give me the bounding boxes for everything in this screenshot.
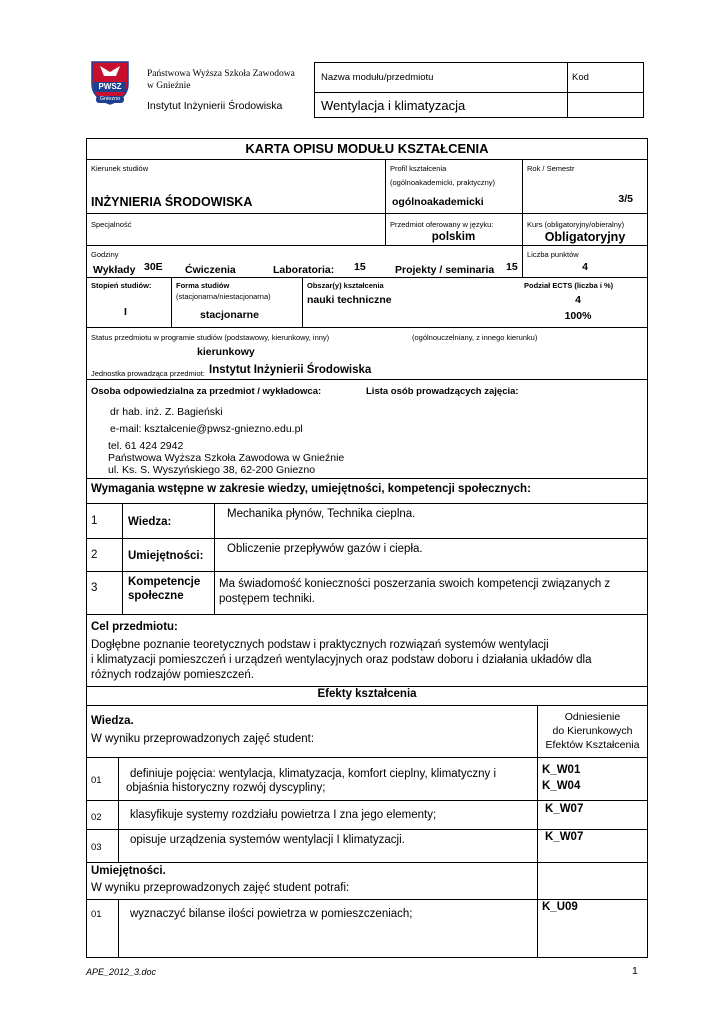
- knowledge-3-text: opisuje urządzenia systemów wentylacji I klimatyzacji.: [130, 834, 405, 846]
- prereq-3-text-line-1: Ma świadomość konieczności poszerzania swoich kompetencji związanych z: [219, 578, 611, 590]
- skills-1-num: 01: [91, 909, 102, 920]
- goal-line-3: różnych rodzajów pomieszczeń.: [91, 669, 254, 681]
- prereq-3-text-line-2: postępem techniki.: [219, 593, 315, 605]
- profile-label-1: Profil kształcenia: [390, 164, 447, 173]
- knowledge-1-text: [126, 767, 496, 795]
- logo: [86, 58, 134, 106]
- exercises-label: Ćwiczenia: [185, 264, 236, 276]
- form-label-1: Forma studiów: [176, 281, 230, 290]
- profile-label-2: (ogólnoakademicki, praktyczny): [390, 178, 496, 187]
- university-line-1: Państwowa Wyższa Szkoła Zawodowa: [147, 69, 295, 79]
- prereq-3-label: [128, 575, 200, 603]
- contact-address: ul. Ks. S. Wyszyńskiego 38, 62-200 Gniezno: [108, 464, 316, 476]
- knowledge-3-num: 03: [91, 842, 102, 853]
- language-value: polskim: [431, 231, 476, 243]
- contact-name: dr hab. inż. Z. Bagieński: [110, 406, 223, 418]
- hours-label: Godziny: [91, 250, 119, 259]
- form-label-2: (stacjonarna/niestacjonarna): [176, 292, 271, 301]
- knowledge-intro: W wyniku przeprowadzonych zajęć student:: [91, 733, 315, 745]
- goal-text: [91, 638, 592, 683]
- institute-name: Instytut Inżynierii Środowiska: [147, 100, 283, 112]
- knowledge-1-ref-2: K_W04: [542, 780, 581, 792]
- logo-subtext: Gniezno: [99, 96, 121, 102]
- prereq-1-num: 1: [91, 515, 98, 527]
- unit-label: Jednostka prowadząca przedmiot:: [91, 369, 205, 378]
- goal-title: Cel przedmiotu:: [91, 621, 178, 633]
- year-value: 3/5: [618, 193, 633, 205]
- skills-1-text: wyznaczyć bilanse ilości powietrza w pomieszczeniach;: [130, 908, 413, 920]
- lab-value: 15: [354, 261, 366, 273]
- ects-count-label: Liczba punktów: [527, 250, 579, 259]
- prereq-2-num: 2: [91, 549, 98, 561]
- ects-points: 4: [582, 261, 588, 273]
- goal-line-1: Dogłębne poznanie teoretycznych podstaw i praktycznych rozwiązań systemów wentylacji: [91, 639, 549, 651]
- specialty-label: Specjalność: [91, 220, 132, 229]
- area-value: nauki techniczne: [307, 294, 392, 306]
- module-name-label: Nazwa modułu/przedmiotu: [321, 72, 434, 83]
- knowledge-1-line-1: definiuje pojęcia: wentylacja, klimatyzacja, komfort cieplny, klimatyczny i: [130, 768, 497, 780]
- footer-page: 1: [632, 965, 638, 977]
- knowledge-2-num: 02: [91, 812, 102, 823]
- prereq-3-text: [219, 577, 610, 607]
- status-label-2: (ogólnouczelniany, z innego kierunku): [412, 333, 538, 342]
- skills-1-ref: K_U09: [542, 901, 578, 913]
- knowledge-1-ref: [542, 762, 580, 794]
- contact-phone: tel. 61 424 2942: [108, 440, 184, 452]
- ects-split-value: 4: [575, 294, 581, 306]
- form-value: stacjonarne: [200, 309, 259, 321]
- module-name: Wentylacja i klimatyzacja: [321, 98, 466, 113]
- projects-value: 15: [506, 261, 518, 273]
- prerequisites-title: Wymagania wstępne w zakresie wiedzy, umiejętności, kompetencji społecznych:: [91, 483, 531, 495]
- course-label: Kurs (obligatoryjny/obieralny): [527, 220, 625, 229]
- projects-label: Projekty / seminaria: [395, 264, 495, 276]
- level-label: Stopień studiów:: [91, 281, 152, 290]
- prereq-2-label: Umiejętności:: [128, 550, 204, 562]
- lab-label: Laboratoria:: [273, 264, 335, 276]
- reference-line-3: Efektów Kształcenia: [545, 739, 640, 751]
- knowledge-1-line-2: objaśnia historyczny rozwój dyscypliny;: [126, 782, 326, 794]
- prereq-3-label-line-2: społeczne: [128, 590, 184, 602]
- ects-split-label: Podział ECTS (liczba i %): [524, 281, 614, 290]
- goal-line-2: i klimatyzacji pomieszczeń i urządzeń wentylacyjnych oraz podstaw doboru i działania układów dla: [91, 654, 592, 666]
- language-label: Przedmiot oferowany w języku:: [390, 220, 494, 229]
- status-label: Status przedmiotu w programie studiów (podstawowy, kierunkowy, inny): [91, 333, 330, 342]
- reference-line-1: Odniesienie: [564, 711, 621, 723]
- knowledge-title: Wiedza.: [91, 715, 134, 727]
- prereq-3-num: 3: [91, 582, 98, 594]
- university-line-2: w Gnieźnie: [147, 81, 191, 91]
- lectures-label: Wykłady: [93, 264, 136, 276]
- skills-title: Umiejętności.: [91, 865, 166, 877]
- contact-email: e-mail: kształcenie@pwsz-gniezno.edu.pl: [110, 423, 303, 435]
- reference-header: [537, 710, 648, 752]
- status-value: kierunkowy: [197, 346, 255, 358]
- knowledge-2-text: klasyfikuje systemy rozdziału powietrza I zna jego elementy;: [130, 809, 437, 821]
- university-name: [147, 68, 295, 92]
- code-label: Kod: [572, 72, 589, 83]
- footer-file: APE_2012_3.doc: [86, 967, 157, 977]
- course-value: Obligatoryjny: [544, 230, 626, 244]
- knowledge-2-ref: K_W07: [545, 803, 584, 815]
- lectures-value: 30E: [144, 261, 163, 273]
- profile-value: ogólnoakademicki: [392, 196, 484, 208]
- teachers-label: Lista osób prowadzących zajęcia:: [366, 386, 519, 397]
- field-label: Kierunek studiów: [91, 164, 149, 173]
- prereq-1-text: Mechanika płynów, Technika cieplna.: [227, 508, 416, 520]
- outcomes-title: Efekty kształcenia: [317, 688, 417, 700]
- prereq-2-text: Obliczenie przepływów gazów i ciepła.: [227, 543, 423, 555]
- field-value: INŻYNIERIA ŚRODOWISKA: [91, 195, 253, 209]
- unit-value: Instytut Inżynierii Środowiska: [209, 364, 372, 376]
- logo-text: PWSZ: [98, 82, 122, 91]
- contact-institution: Państwowa Wyższa Szkoła Zawodowa w Gnieźnie: [108, 452, 345, 464]
- contact-block: [108, 405, 344, 475]
- knowledge-1-num: 01: [91, 775, 102, 786]
- skills-intro: W wyniku przeprowadzonych zajęć student potrafi:: [91, 882, 350, 894]
- reference-line-2: do Kierunkowych: [552, 725, 633, 737]
- prereq-3-label-line-1: Kompetencje: [128, 576, 201, 588]
- knowledge-1-ref-1: K_W01: [542, 764, 581, 776]
- card-title: KARTA OPISU MODUŁU KSZTAŁCENIA: [245, 141, 489, 156]
- level-value: I: [124, 306, 127, 318]
- prereq-1-label: Wiedza:: [128, 516, 172, 528]
- responsible-label: Osoba odpowiedzialna za przedmiot / wykładowca:: [91, 386, 322, 397]
- year-label: Rok / Semestr: [527, 164, 575, 173]
- ects-split-percent: 100%: [564, 310, 592, 322]
- knowledge-3-ref: K_W07: [545, 831, 584, 843]
- area-label: Obszar(y) kształcenia: [307, 281, 384, 290]
